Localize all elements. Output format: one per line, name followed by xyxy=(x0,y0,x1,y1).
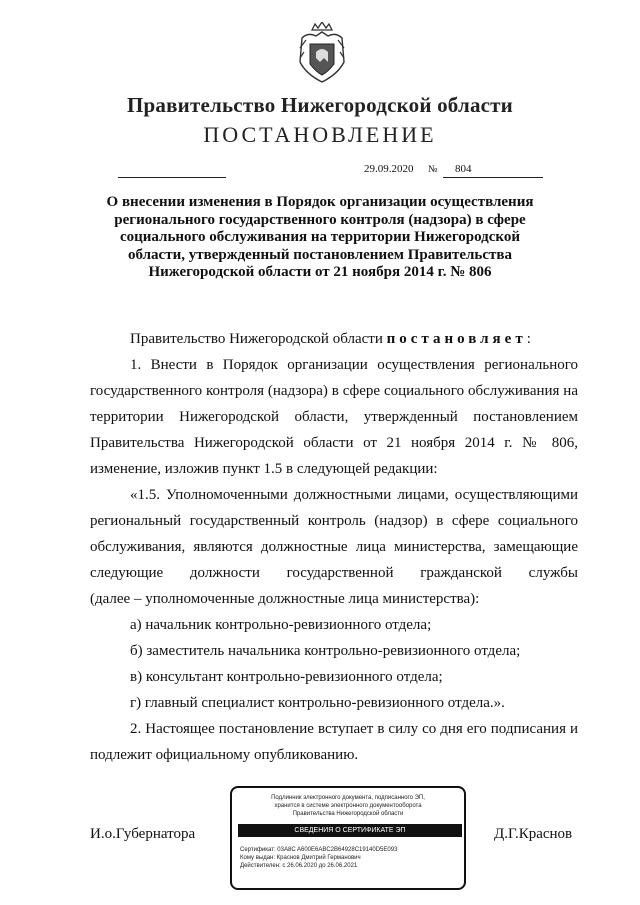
document-date: 29.09.2020 xyxy=(364,163,414,175)
intro-prefix: Правительство Нижегородской области xyxy=(130,331,387,347)
government-title: Правительство Нижегородской области xyxy=(127,93,513,117)
paragraph-3: 2. Настоящее постановление вступает в силу со дня его подписания и подлежит официальному опубликованию. xyxy=(90,721,578,763)
document-body xyxy=(90,326,578,768)
coat-of-arms-emblem xyxy=(298,22,346,86)
stamp-line: хранится в системе электронного документооборота xyxy=(274,803,422,809)
stamp-certificate-info xyxy=(232,837,464,870)
number-sign: № xyxy=(428,164,438,175)
blank-line xyxy=(118,160,226,178)
document-number: 804 xyxy=(455,163,472,175)
paragraph-2: «1.5. Уполномоченными должностными лицами, осуществляющими региональный государственный контроль (надзор) в сфере социального обслуживания, являются должностные лица министерства, замещающие следующие должности государственной гражданской службы xyxy=(90,487,578,581)
paragraph-1: 1. Внести в Порядок организации осуществления регионального государственного контроля (надзора) в сфере социального обслуживания на территории Нижегородской области, утвержденный постановлением Правительства Нижегородской области от 21 ноября 2014 г. № 806, изменение, изложив пункт 1.5 в следующей редакции: xyxy=(90,357,578,477)
signatory-name: Д.Г.Краснов xyxy=(494,826,573,842)
stamp-line: Правительства Нижегородской области xyxy=(292,811,404,817)
stamp-certificate-bar: СВЕДЕНИЯ О СЕРТИФИКАТЕ ЭП xyxy=(238,824,462,837)
stamp-line: Подлинник электронного документа, подписанного ЭП, xyxy=(271,795,425,801)
paragraph-2-continuation: (далее – уполномоченные должностные лица министерства): xyxy=(90,591,480,607)
list-item: а) начальник контрольно-ревизионного отдела; xyxy=(130,617,432,633)
stamp-issued-to: Кому выдан: Краснов Дмитрий Германович xyxy=(240,855,361,861)
stamp-certificate-id: Сертификат: 03A8C A600E6ABC2B64928C19140D5E093 xyxy=(240,847,398,853)
stamp-header xyxy=(232,788,464,818)
document-subject: О внесении изменения в Порядок организации осуществления регионального государственного контроля (надзора) в сфере социального обслуживания на территории Нижегородской области, утвержденный постановлением Правительства Нижегородской области от 21 ноября 2014 г. № 806 xyxy=(106,194,534,280)
digital-signature-stamp xyxy=(230,786,466,890)
signatory-position: И.о.Губернатора xyxy=(90,826,196,842)
intro-decree-word: постановляет xyxy=(386,331,527,347)
intro-suffix: : xyxy=(526,331,531,347)
intro-paragraph xyxy=(90,326,578,352)
list-item: г) главный специалист контрольно-ревизионного отдела.». xyxy=(130,695,505,711)
list-item: б) заместитель начальника контрольно-ревизионного отдела; xyxy=(130,643,521,659)
list-item: в) консультант контрольно-ревизионного отдела; xyxy=(130,669,443,685)
document-type: ПОСТАНОВЛЕНИЕ xyxy=(203,122,437,147)
stamp-validity: Действителен: с 26.06.2020 до 26.06.2021 xyxy=(240,863,358,869)
